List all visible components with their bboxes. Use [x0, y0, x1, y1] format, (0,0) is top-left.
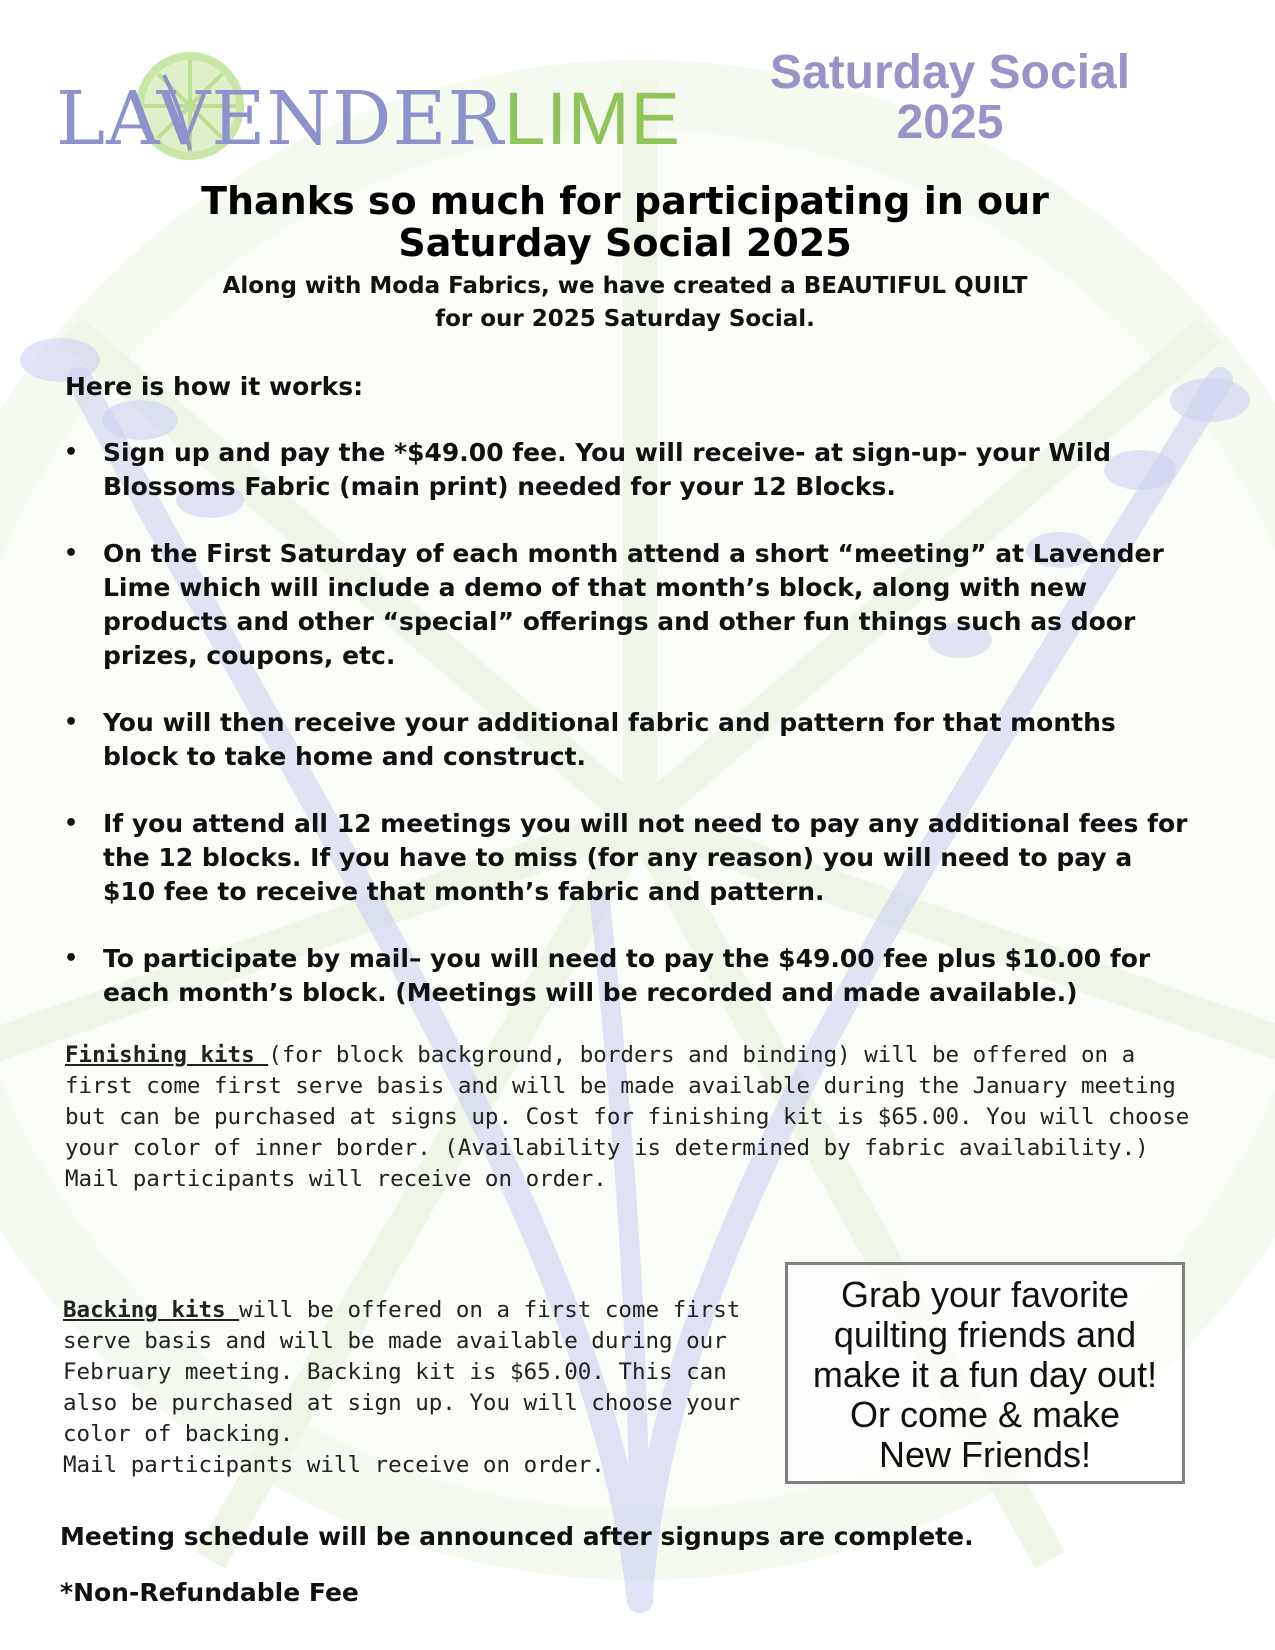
- headline-line2: Saturday Social 2025: [398, 221, 852, 265]
- callout-line2: quilting friends and: [833, 1314, 1137, 1355]
- intro-text: [100, 270, 1150, 336]
- bullet-icon: •: [64, 811, 79, 836]
- headline-line1: Thanks so much for participating in our: [201, 179, 1049, 223]
- callout-line5: New Friends!: [878, 1434, 1092, 1475]
- list-item: [58, 807, 1188, 909]
- event-title: [700, 48, 1200, 148]
- event-title-line1: Saturday Social: [769, 46, 1131, 99]
- bullet-icon: •: [64, 710, 79, 735]
- list-item: [58, 436, 1188, 504]
- list-item: [58, 537, 1188, 673]
- list-item: [58, 942, 1188, 1010]
- logo-text-lavender: LAVENDER: [56, 76, 505, 162]
- list-item-text: If you attend all 12 meetings you will not need to pay any additional fees for the 12 blocks. If you have to miss (for any reason) you will need to pay a $10 fee to receive that month’s fabric and pattern.: [103, 809, 1188, 906]
- finishing-mail-note: Mail participants will receive on order.: [65, 1166, 607, 1192]
- backing-kits-label: Backing kits: [63, 1297, 240, 1323]
- page-headline: [100, 180, 1150, 264]
- finishing-kits-text: (for block background, borders and binding) will be offered on a first come first serve basis and will be made available during the January meeting but can be purchased at signs up. Cost for finishing kit is $65.00. You will choose your color of inner border. (Availability is determined by fabric availability.): [65, 1042, 1190, 1161]
- list-item: [58, 706, 1188, 774]
- schedule-note: Meeting schedule will be announced after signups are complete.: [60, 1522, 974, 1551]
- callout-line1: Grab your favorite: [840, 1274, 1130, 1315]
- backing-mail-note: Mail participants will receive on order.: [63, 1452, 605, 1478]
- list-item-text: On the First Saturday of each month attend a short “meeting” at Lavender Lime which will include a demo of that month’s block, along with new products and other “special” offerings and other fun things such as door prizes, coupons, etc.: [103, 539, 1164, 670]
- brand-logo: [56, 50, 681, 170]
- list-item-text: To participate by mail– you will need to pay the $49.00 fee plus $10.00 for each month’s block. (Meetings will be recorded and made available.): [103, 944, 1151, 1007]
- intro-line1: Along with Moda Fabrics, we have created a BEAUTIFUL QUILT: [222, 273, 1028, 299]
- logo-wordmark: [56, 76, 681, 162]
- backing-kits-section: [63, 1295, 763, 1481]
- finishing-kits-section: [65, 1040, 1195, 1195]
- intro-line2: for our 2025 Saturday Social.: [435, 306, 815, 332]
- how-it-works-heading: Here is how it works:: [65, 372, 364, 401]
- callout-line3: make it a fun day out!: [812, 1354, 1158, 1395]
- backing-kits-text: will be offered on a first come first serve basis and will be made available during our February meeting. Backing kit is $65.00. This can also be purchased at sign up. You will choose your color of backing.: [63, 1297, 741, 1447]
- non-refundable-footnote: *Non-Refundable Fee: [60, 1578, 359, 1607]
- friends-callout-box: [785, 1262, 1185, 1484]
- bullet-icon: •: [64, 946, 79, 971]
- logo-text-lime: LIME: [504, 77, 681, 160]
- callout-line4: Or come & make: [849, 1394, 1121, 1435]
- list-item-text: Sign up and pay the *$49.00 fee. You will receive- at sign-up- your Wild Blossoms Fabric (main print) needed for your 12 Blocks.: [103, 438, 1111, 501]
- finishing-kits-label: Finishing kits: [65, 1042, 269, 1068]
- bullet-icon: •: [64, 541, 79, 566]
- bullet-icon: •: [64, 440, 79, 465]
- steps-list: [58, 436, 1188, 1043]
- event-title-line2: 2025: [896, 96, 1004, 149]
- list-item-text: You will then receive your additional fabric and pattern for that months block to take home and construct.: [103, 708, 1116, 771]
